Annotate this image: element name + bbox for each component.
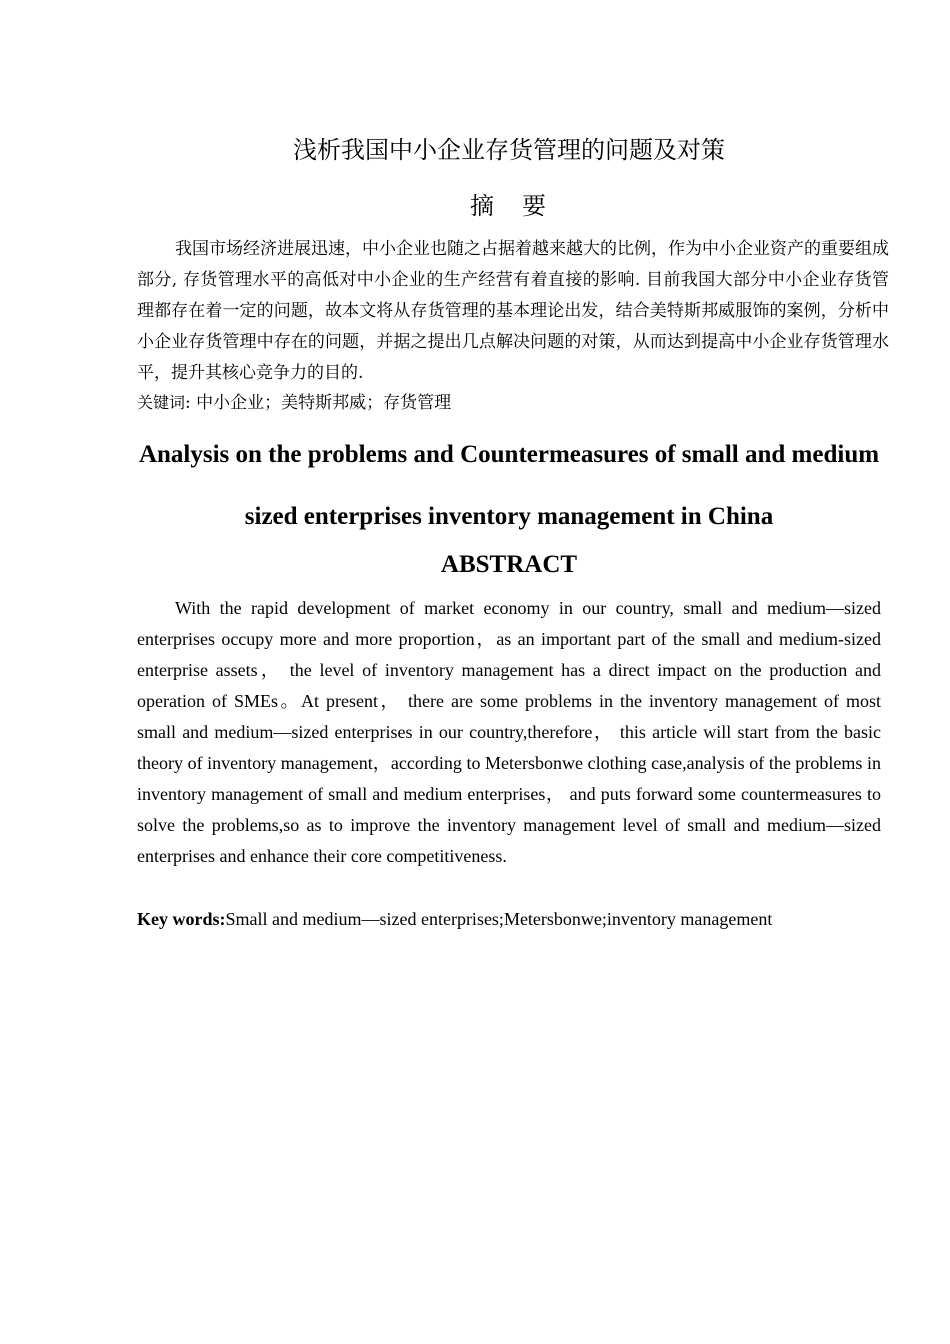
english-title: Analysis on the problems and Countermeasures of small and medium sized enterprises inventory management in China <box>138 441 880 530</box>
english-abstract-heading: ABSTRACT <box>440 551 578 578</box>
chinese-keywords-value: : 中小企业；美特斯邦威；存货管理 <box>185 393 452 413</box>
english-keywords-value: Small and medium—sized enterprises;Metersbonwe;inventory management <box>225 909 773 929</box>
english-keywords <box>137 905 897 933</box>
chinese-keywords-label: 关键词 <box>137 393 186 412</box>
chinese-title: 浅析我国中小企业存货管理的问题及对策 <box>293 136 725 164</box>
chinese-abstract-heading: 摘 要 <box>470 192 548 220</box>
chinese-keywords <box>137 389 881 417</box>
english-abstract-body: With the rapid development of market economy in our country, small and medium—sized enterprises occupy more and more proportion，as an important part of the small and medium-sized enterprise assets， the level of inventory management has a direct impact on the production and operation of SMEs。At present， there are some problems in the inventory management of most small and medium—sized enterprises in our country,therefore， this article will start from the basic theory of inventory management，according to Metersbonwe clothing case,analysis of the problems in inventory management of small and medium enterprises， and puts forward some countermeasures to solve the problems,so as to improve the inventory management level of small and medium—sized enterprises and enhance their core competitiveness. <box>137 598 881 866</box>
chinese-abstract-body: 我国市场经济进展迅速，中小企业也随之占据着越来越大的比例，作为中小企业资产的重要组成部分, 存货管理水平的高低对中小企业的生产经营有着直接的影响. 目前我国大部分中小企业存货管理都存在着一定的问题，故本文将从存货管理的基本理论出发，结合美特斯邦威服饰的案例，分析中小企业存货管理中存在的问题，并据之提出几点解决问题的对策，从而达到提高中小企业存货管理水平，提升其核心竞争力的目的. <box>137 239 889 383</box>
english-keywords-label: Key words: <box>137 909 226 929</box>
